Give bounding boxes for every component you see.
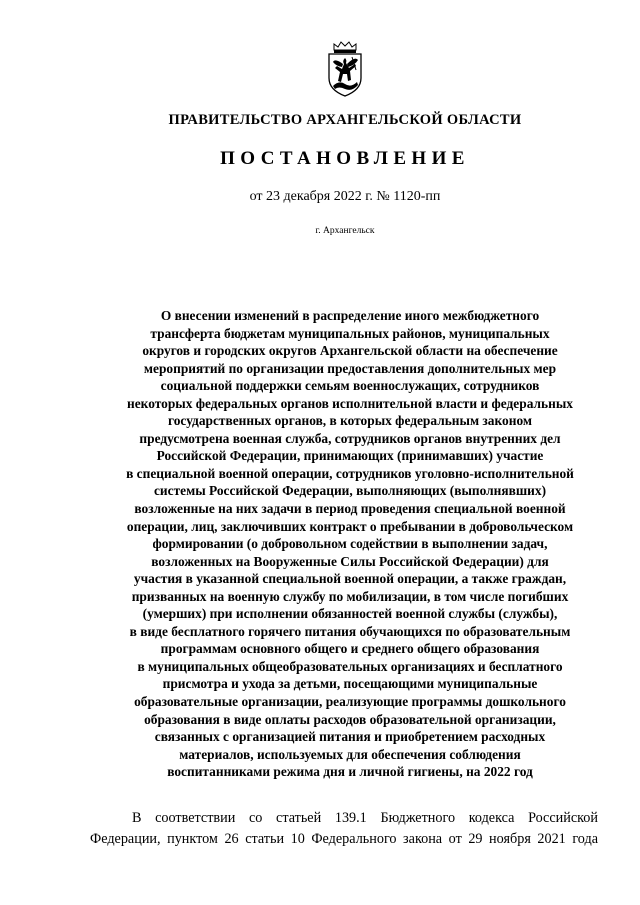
body-line: Федерации, пунктом 26 статьи 10 Федерального закона от 29 ноября 2021 года <box>90 831 598 847</box>
subject-line: участия в указанной специальной военной операции, а также граждан, <box>133 571 567 587</box>
subject-line: системы Российской Федерации, выполняющих (выполнявших) <box>153 483 547 499</box>
subject-line: (умерших) при исполнении обязанностей военной службы (службы), <box>142 606 558 622</box>
subject-line: в виде бесплатного горячего питания обучающихся по образовательным <box>129 623 571 639</box>
subject-line: формировании (о добровольном содействии в выполнении задач, <box>152 536 548 552</box>
body-paragraph <box>90 808 598 850</box>
government-title: ПРАВИТЕЛЬСТВО АРХАНГЕЛЬСКОЙ ОБЛАСТИ <box>168 112 522 128</box>
document-city: г. Архангельск <box>315 226 375 236</box>
subject-line: в специальной военной операции, сотрудников уголовно-исполнительной <box>126 465 574 481</box>
subject-line: О внесении изменений в распределение иного межбюджетного <box>160 308 540 323</box>
subject-line: округов и городских округов Архангельской области на обеспечение <box>142 343 558 359</box>
subject-line: возложенные на них задачи в период проведения специальной военной <box>134 501 566 517</box>
subject-line: социальной поддержки семьям военнослужащих, сотрудников <box>160 378 540 394</box>
subject-line: государственных органов, в которых федеральным законом <box>167 413 533 429</box>
subject-line: трансферта бюджетам муниципальных районов, муниципальных <box>150 325 550 341</box>
subject-line: образовательные организации, реализующие программы дошкольного <box>134 694 566 710</box>
document-type: ПОСТАНОВЛЕНИЕ <box>220 148 470 169</box>
subject-line: Российской Федерации, принимающих (принимавших) участие <box>156 448 544 464</box>
document-subject <box>90 307 610 781</box>
subject-line: связанных с организацией питания и приобретением расходных <box>154 729 546 745</box>
body-line: В соответствии со статьей 139.1 Бюджетного кодекса Российской <box>132 810 598 826</box>
subject-line: предусмотрена военная служба, сотрудников органов внутренних дел <box>139 430 561 446</box>
subject-line: образования в виде оплаты расходов образовательной организации, <box>144 711 556 727</box>
subject-line: присмотра и ухода за детьми, посещающими муниципальные <box>162 676 538 692</box>
subject-line: возложенных на Вооруженные Силы Российской Федерации) для <box>151 553 549 569</box>
document-date-number: от 23 декабря 2022 г. № 1120-пп <box>249 189 441 204</box>
subject-line: мероприятий по организации предоставления дополнительных мер <box>143 360 557 376</box>
subject-line: операции, лиц, заключивших контракт о пребывании в добровольческом <box>126 518 574 534</box>
subject-line: воспитанниками режима дня и личной гигиены, на 2022 год <box>167 764 533 780</box>
subject-line: программам основного общего и среднего общего образования <box>160 641 540 657</box>
subject-line: в муниципальных общеобразовательных организациях и бесплатного <box>137 658 563 674</box>
subject-line: материалов, используемых для обеспечения соблюдения <box>179 746 521 762</box>
subject-line: призванных на военную службу по мобилизации, в том числе погибших <box>131 588 569 604</box>
subject-line: некоторых федеральных органов исполнительной власти и федеральных <box>127 395 573 411</box>
archangelsk-coat-of-arms-icon <box>325 40 365 98</box>
